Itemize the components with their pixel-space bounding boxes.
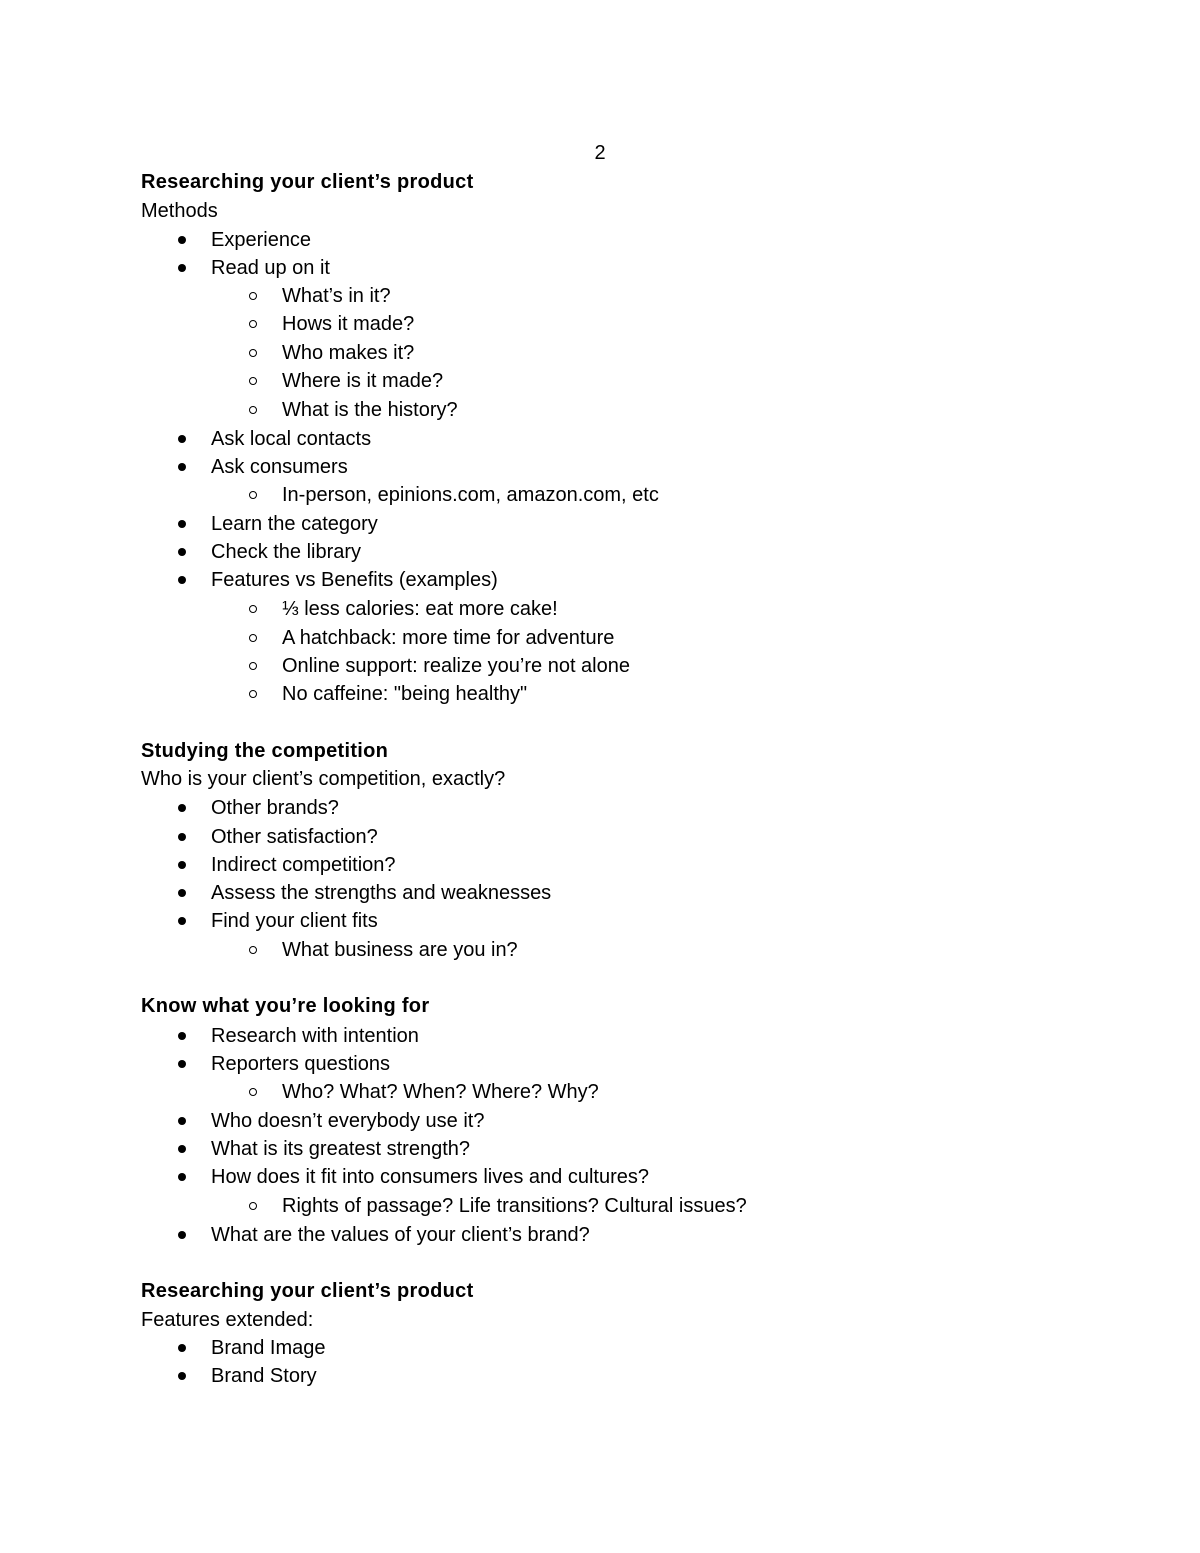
list-item-text: Reporters questions (211, 1053, 390, 1075)
hollow-bullet-icon (249, 946, 257, 954)
list-item (0, 1050, 1100, 1078)
list-item-text: Other satisfaction? (211, 826, 378, 848)
hollow-bullet-icon (249, 349, 257, 357)
list-item-text: Brand Story (211, 1365, 317, 1387)
sub-list-item (0, 310, 1100, 338)
list-item (0, 1107, 1100, 1135)
filled-bullet-icon (178, 889, 186, 897)
filled-bullet-icon (178, 1117, 186, 1125)
sub-list-item (0, 680, 1100, 708)
filled-bullet-icon (178, 861, 186, 869)
list-item-text: Ask local contacts (211, 428, 372, 450)
list-item (0, 1362, 1100, 1390)
sub-list-item (0, 481, 1100, 509)
sub-list-item (0, 1192, 1100, 1220)
sub-list-item (0, 282, 1100, 310)
list-item-text: Who doesn’t everybody use it? (211, 1110, 485, 1132)
section-heading: Know what you’re looking for (141, 995, 430, 1017)
sub-list-item (0, 367, 1100, 395)
section-intro: Who is your client’s competition, exactly? (141, 768, 506, 790)
list-item (0, 1163, 1100, 1191)
hollow-bullet-icon (249, 1202, 257, 1210)
list-item (0, 1221, 1100, 1249)
list-item-text: What business are you in? (282, 939, 518, 961)
list-item-text: Who? What? When? Where? Why? (282, 1081, 599, 1103)
list-item-text: Learn the category (211, 513, 378, 535)
filled-bullet-icon (178, 1060, 186, 1068)
hollow-bullet-icon (249, 320, 257, 328)
list-item-text: Hows it made? (282, 313, 415, 335)
hollow-bullet-icon (249, 690, 257, 698)
sub-list-item (0, 652, 1100, 680)
hollow-bullet-icon (249, 662, 257, 670)
filled-bullet-icon (178, 1173, 186, 1181)
hollow-bullet-icon (249, 292, 257, 300)
list-item-text: Who makes it? (282, 342, 415, 364)
hollow-bullet-icon (249, 491, 257, 499)
filled-bullet-icon (178, 520, 186, 528)
list-item (0, 879, 1100, 907)
list-item-text: Check the library (211, 541, 362, 563)
list-item-text: Where is it made? (282, 370, 444, 392)
page-number: 2 (594, 142, 606, 164)
list-item-text: Brand Image (211, 1337, 326, 1359)
list-item (0, 1022, 1100, 1050)
list-item-text: Ask consumers (211, 456, 348, 478)
filled-bullet-icon (178, 1231, 186, 1239)
list-item-text: Read up on it (211, 257, 330, 279)
list-item (0, 1334, 1100, 1362)
list-item-text: What is its greatest strength? (211, 1138, 471, 1160)
filled-bullet-icon (178, 264, 186, 272)
list-item (0, 907, 1100, 935)
list-item (0, 823, 1100, 851)
list-item (0, 510, 1100, 538)
list-item (0, 254, 1100, 282)
list-item-text: In-person, epinions.com, amazon.com, etc (282, 484, 659, 506)
list-item-text: Experience (211, 229, 312, 251)
list-item-text: Rights of passage? Life transitions? Cultural issues? (282, 1195, 747, 1217)
list-item (0, 566, 1100, 594)
list-item-text: How does it fit into consumers lives and cultures? (211, 1166, 649, 1188)
sub-list-item (0, 595, 1100, 623)
list-item (0, 1135, 1100, 1163)
list-item (0, 794, 1100, 822)
list-item-text: What’s in it? (282, 285, 391, 307)
list-item (0, 453, 1100, 481)
filled-bullet-icon (178, 1032, 186, 1040)
filled-bullet-icon (178, 833, 186, 841)
sub-list-item (0, 339, 1100, 367)
list-item-text: Features vs Benefits (examples) (211, 569, 498, 591)
list-item-text: What is the history? (282, 399, 458, 421)
hollow-bullet-icon (249, 634, 257, 642)
hollow-bullet-icon (249, 406, 257, 414)
filled-bullet-icon (178, 1145, 186, 1153)
list-item (0, 538, 1100, 566)
sub-list-item (0, 624, 1100, 652)
list-item-text: Find your client fits (211, 910, 378, 932)
list-item (0, 851, 1100, 879)
list-item-text: Online support: realize you’re not alone (282, 655, 630, 677)
list-item-text: Indirect competition? (211, 854, 396, 876)
filled-bullet-icon (178, 236, 186, 244)
list-item-text: ⅓ less calories: eat more cake! (282, 598, 558, 620)
hollow-bullet-icon (249, 1088, 257, 1096)
filled-bullet-icon (178, 804, 186, 812)
list-item-text: What are the values of your client’s brand? (211, 1224, 590, 1246)
section-heading: Researching your client’s product (141, 1280, 474, 1302)
section-intro: Methods (141, 200, 218, 222)
filled-bullet-icon (178, 1372, 186, 1380)
list-item-text: Research with intention (211, 1025, 419, 1047)
list-item-text: Other brands? (211, 797, 339, 819)
section-heading: Researching your client’s product (141, 171, 474, 193)
section-intro: Features extended: (141, 1309, 314, 1331)
filled-bullet-icon (178, 576, 186, 584)
list-item (0, 425, 1100, 453)
filled-bullet-icon (178, 548, 186, 556)
section-heading: Studying the competition (141, 740, 389, 762)
list-item-text: Assess the strengths and weaknesses (211, 882, 552, 904)
sub-list-item (0, 1078, 1100, 1106)
hollow-bullet-icon (249, 605, 257, 613)
list-item (0, 226, 1100, 254)
sub-list-item (0, 396, 1100, 424)
list-item-text: No caffeine: "being healthy" (282, 683, 528, 705)
filled-bullet-icon (178, 1344, 186, 1352)
filled-bullet-icon (178, 435, 186, 443)
filled-bullet-icon (178, 463, 186, 471)
filled-bullet-icon (178, 917, 186, 925)
hollow-bullet-icon (249, 377, 257, 385)
sub-list-item (0, 936, 1100, 964)
list-item-text: A hatchback: more time for adventure (282, 627, 615, 649)
